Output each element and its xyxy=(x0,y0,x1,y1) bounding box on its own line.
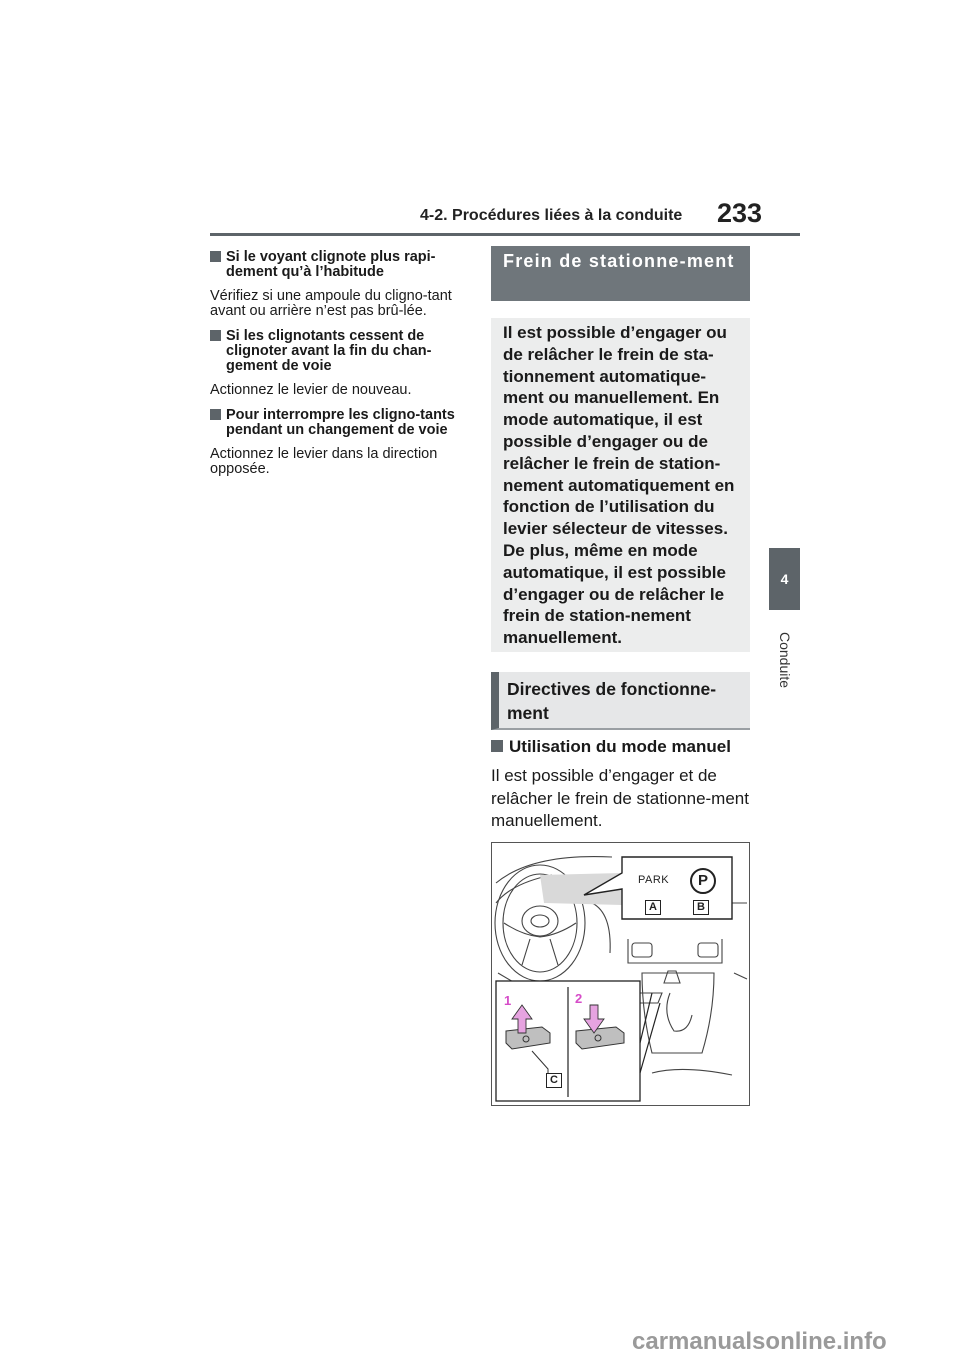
manual-mode-text: Il est possible d’engager et de relâcher le frein de stationne-ment manuellement. xyxy=(491,766,749,830)
page-number: 233 xyxy=(717,198,763,228)
square-bullet-icon xyxy=(210,330,221,341)
header-divider xyxy=(210,233,800,236)
note-heading xyxy=(210,329,465,374)
left-column xyxy=(210,250,465,487)
note-heading-text: Si le voyant clignote plus rapi-dement qu’à l’habitude xyxy=(226,249,436,280)
step-1-label: 1 xyxy=(504,993,512,1008)
note-heading xyxy=(210,250,465,280)
chapter-tab: 4 xyxy=(769,548,800,610)
section-title: 4-2. Procédures liées à la conduite xyxy=(420,207,683,224)
note-text: Actionnez le levier dans la direction opposée. xyxy=(210,446,438,477)
square-bullet-icon xyxy=(491,740,503,752)
callout-label-a: A xyxy=(645,900,661,915)
chapter-section-title: Frein de stationne-ment xyxy=(491,246,750,301)
subsection-header: Directives de fonctionne-ment xyxy=(491,672,750,730)
square-bullet-icon xyxy=(210,251,221,262)
note-text: Vérifiez si une ampoule du cligno-tant avant ou arrière n’est pas brû-lée. xyxy=(210,288,452,319)
step-2-label: 2 xyxy=(575,991,583,1006)
callout-label-b: B xyxy=(693,900,709,915)
chapter-label-wrap xyxy=(770,620,800,700)
watermark: carmanualsonline.info xyxy=(632,1328,887,1355)
park-label: PARK xyxy=(638,874,670,886)
note-heading xyxy=(210,408,465,438)
square-bullet-icon xyxy=(210,409,221,420)
callout-label-c: C xyxy=(546,1073,562,1088)
parking-brake-icon: P xyxy=(690,868,716,894)
parking-brake-illustration xyxy=(491,842,750,1106)
manual-mode-heading-text: Utilisation du mode manuel xyxy=(509,737,731,756)
note-text: Actionnez le levier de nouveau. xyxy=(210,382,412,398)
manual-mode-heading xyxy=(491,736,750,758)
intro-summary: Il est possible d’engager ou de relâcher le frein de sta-tionnement automatique-ment ou manuellement. En mode automatique, il est possible d’engager ou de relâcher le frein de station-nement automatiquement en fonction de l’utilisation du levier sélecteur de vitesses. De plus, même en mode automatique, il est possible d’engager ou de relâcher le frein de station-nement manuellement. xyxy=(491,318,750,652)
note-heading-text: Pour interrompre les cligno-tants pendant un changement de voie xyxy=(226,407,455,438)
note-heading-text: Si les clignotants cessent de clignoter avant la fin du chan-gement de voie xyxy=(226,328,432,374)
chapter-label: Conduite xyxy=(777,631,794,689)
